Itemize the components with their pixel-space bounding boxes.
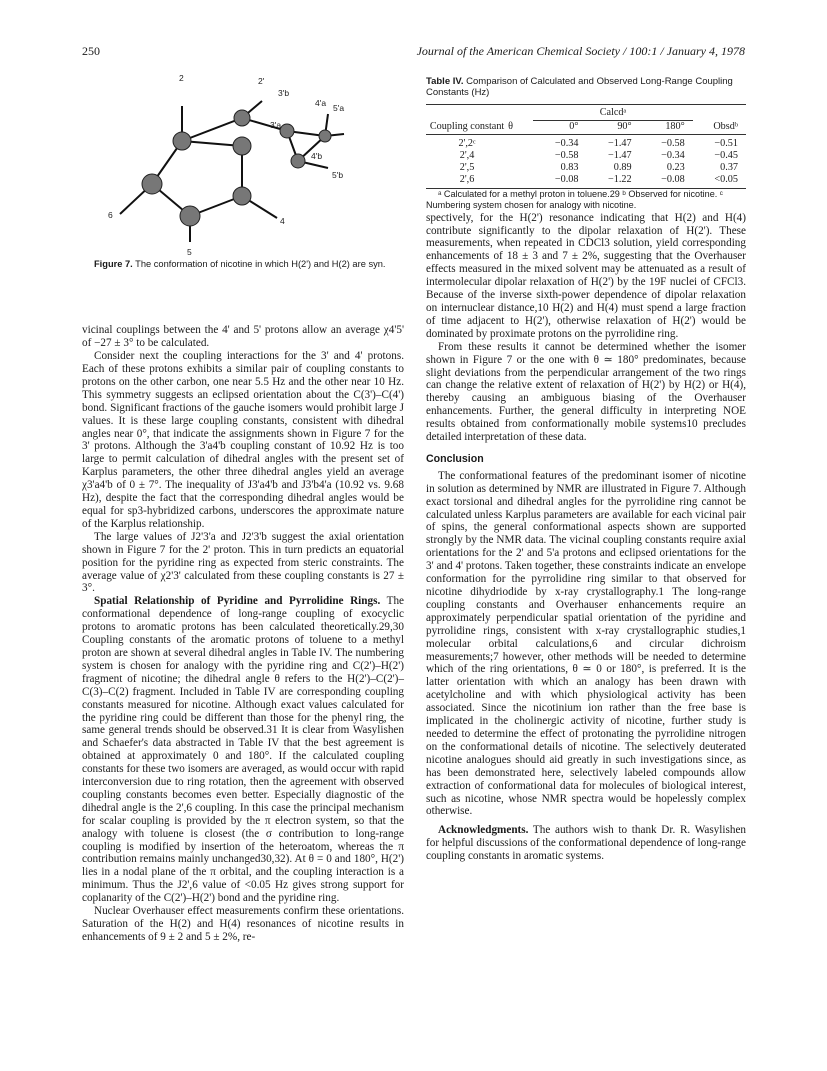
conclusion-heading: Conclusion — [426, 452, 484, 465]
table-row — [426, 162, 746, 174]
coupling-constants-table — [426, 104, 746, 189]
left-paragraph-5: Nuclear Overhauser effect measurements confirm these orientations. Saturation of the H(2) and H(4) resonances of nicotine results in enhancements of 9 ± 2 and 5 ± 2%, re- — [82, 905, 404, 943]
acknowledgments-text: The authors wish to thank Dr. R. Wasylishen for helpful discussions of the conformational dependence of long-range coupling constants in aromatic systems. — [426, 824, 746, 863]
table-cell: <0.05 — [693, 174, 746, 189]
table-row — [426, 134, 746, 150]
table-cell: −0.34 — [554, 137, 579, 149]
column-header: 180° — [640, 120, 693, 134]
right-column — [426, 66, 746, 863]
running-head: Journal of the American Chemical Society / 100:1 / January 4, 1978 — [416, 44, 745, 58]
label-4-prime-a: 4'a — [315, 98, 327, 108]
label-2-prime: 2' — [258, 76, 265, 86]
table-cell: −0.58 — [554, 149, 579, 161]
page-number: 250 — [82, 44, 100, 58]
table-footnote: ᵃ Calculated for a methyl proton in toluene.29 ᵇ Observed for nicotine. ᶜ Numbering system chosen for analogy with nicotine. — [426, 188, 724, 211]
table-cell: −1.22 — [586, 174, 639, 189]
label-5-prime-b: 5'b — [332, 170, 344, 180]
table-cell: 2',5 — [459, 161, 475, 173]
table-cell: 2',2ᶜ — [458, 137, 476, 149]
left-paragraph-4 — [82, 595, 404, 905]
right-paragraph-2: From these results it cannot be determined whether the isomer shown in Figure 7 or the one with θ ≃ 180° predominates, because slight deviations from the perpendicular arrangement of the two rings can change the relative extent of relaxation of H(2') by H(2) or H(4), thereby causing an ambiguous biasing of the Overhauser enhancements. Further, the general difficulty in interpreting NOE results obtained from conformationally mobile systems10 precludes detailed interpretation of these data. — [426, 340, 746, 444]
column-header: 0° — [533, 120, 586, 134]
table-cell: 2',4 — [459, 149, 475, 161]
label-3-prime-a: 3'a — [270, 120, 282, 130]
table-cell — [508, 174, 533, 189]
table-cell: −1.47 — [608, 149, 632, 161]
spatial-relationship-heading: Spatial Relationship of Pyridine and Pyrrolidine Rings. — [94, 595, 381, 608]
table-cell: 0.83 — [560, 161, 579, 173]
table-caption-label: Table IV. — [426, 76, 464, 87]
column-header: Coupling constant — [426, 120, 508, 134]
table-header-row-2 — [426, 120, 746, 134]
label-4-prime-b: 4'b — [311, 151, 323, 161]
table-cell: −0.34 — [661, 149, 685, 161]
table-row — [426, 150, 746, 162]
left-paragraph-1: vicinal couplings between the 4' and 5' protons allow an average χ4'5' of −27 ± 3° to be calculated. — [82, 324, 404, 350]
left-paragraph-3: The large values of J2'3'a and J2'3'b suggest the axial orientation shown in Figure 7 for the 2' proton. This in turn predicts an equatorial position for the pyridine ring as expected from steric constraints. The average value of χ2'3' calculated from these coupling constants is 27 ± 3°. — [82, 530, 404, 595]
atoms — [142, 110, 331, 226]
table-cell: 2',6 — [426, 174, 508, 189]
table-cell: −0.51 — [714, 137, 738, 149]
table-cell: 0.23 — [666, 161, 685, 173]
table-cell — [508, 150, 533, 162]
figure-caption-text: The conformation of nicotine in which H(2') and H(2) are syn. — [135, 258, 386, 269]
acknowledgments-heading: Acknowledgments. — [438, 824, 529, 837]
bonds — [120, 101, 344, 242]
column-header: θ — [508, 120, 533, 134]
table-cell: 0.89 — [613, 161, 632, 173]
page-header — [82, 44, 745, 62]
column-header: Obsdᵇ — [693, 120, 746, 134]
label-4: 4 — [280, 216, 285, 226]
calcd-header: Calcdᵃ — [533, 104, 692, 120]
figure-caption-label: Figure 7. — [94, 258, 133, 269]
table-cell — [508, 162, 533, 174]
figure-caption — [82, 259, 404, 270]
nicotine-model-drawing — [82, 66, 404, 242]
spatial-relationship-text: The conformational dependence of long-range coupling of exocyclic protons to aromatic protons has been calculated theoretically.29,30 Coupling constants of the aromatic protons of toluene to a methyl proton are shown at several dihedral angles in Table IV. The numbering system is chosen for analogy with the pyridine ring and C(2')–H(2') fragment of nicotine; the dihedral angle θ refers to the H(2')–C(2')–C(3)–C(2) fragment. Included in Table IV are corresponding coupling constants measured for nicotine. Although exact values calculated for the pyridine ring could be different than those for the phenyl ring, the same general trends should be observed.31 It is clear from Wasylishen and Schaefer's data abstracted in Table IV that the best agreement is obtained at approximately 0 and 180°. If the calculated coupling constants for these two isomers are averaged, as would occur with rapid interconversion due to ring rotation, then the agreement with observed coupling constants becomes even better. Especially diagnostic of the dihedral angle is the 2',6 coupling. In this case the principal mechanism for scalar coupling is provided by the π electron system, so that the analogy with toluene is closest (the σ contribution to long-range coupling is modified by insertion of the heteroatom, whereas the π contribution remains mainly unchanged30,32). At θ = 0 and 180°, H(2') lies in a nodal plane of the π orbital, and the coupling interaction is a minimum. Thus the J2',6 value of <0.05 Hz gives strong support for coplanarity of the C(2')–H(2') bond and the pyridine ring. — [82, 595, 404, 905]
left-column — [82, 66, 404, 944]
label-6: 6 — [108, 210, 113, 220]
left-paragraph-2: Consider next the coupling interactions for the 3' and 4' protons. Each of these protons exhibits a similar pair of coupling constants to protons on the other carbon, one near 5.5 Hz and the other near 10 Hz. This symmetry suggests an eclipsed orientation about the C(3')–C(4') bond. Significant fractions of the gauche isomers would prohibit large J values. It is these large coupling constants, consistent with dihedral angles near 0°, that indicate the assignments shown in Figure 7 for the 3' protons. Although the 3'a4'b coupling constant of 10.92 Hz is too large to permit calculation of dihedral angles with the present set of Karplus parameters, the other three dihedral angles yield an average χ3'a4'b of 0 ± 7°. The inequality of J3'a4'b and J3'b4'a (10.92 vs. 9.68 Hz), despite the fact that the corresponding dihedral angles would be equal for sp3-hybridized carbons, underscores the approximate nature of the Karplus relationship. — [82, 350, 404, 530]
table-cell: −0.58 — [661, 137, 685, 149]
label-2: 2 — [179, 73, 184, 83]
acknowledgments-paragraph — [426, 824, 746, 863]
right-paragraph-1: spectively, for the H(2') resonance indicating that H(2) and H(4) contribute significantly to the dipolar relaxation of H(2'). These measurements, when repeated in CDCl3 solution, yield corresponding enhancements of 18 ± 3 and 7 ± 2%, suggesting that the Overhauser effects measured in the mixed solvent may be attenuated as a result of intermolecular dipolar relaxation of H(2') by the 19F nuclei of CFCl3. Because of the inverse sixth-power dependence of dipolar relaxation on internuclear distance,10 H(2) and H(4) must spend a large fraction of time adjacent to H(2'), otherwise relaxation of H(2') would be dominated by proximate protons on the pyrrolidine ring. — [426, 211, 746, 340]
conclusion-paragraph: The conformational features of the predominant isomer of nicotine in solution as determined by NMR are illustrated in Figure 7. Although exact torsional and dihedral angles for the pyrrolidine ring cannot be calculated unless Karplus parameters are available for each vicinal pair of spins, the general conformational aspects shown are supported strongly by the NMR data. The vicinal coupling constants require axial orientations for the 2' and 5'a protons and eclipsed orientations for the 3' and 4' protons. Taken together, these constraints indicate an envelope conformation for the pyrrolidine ring similar to that observed for nicotine dihydriodide by x-ray crystallography.1 The long-range coupling constants and Overhauser enhancements require an approximately perpendicular spatial orientation of the pyridine and pyrrolidine rings, consistent with x-ray crystallographic studies,1 molecular orbital calculations,6 and circular dichroism measurements;7 however, other methods will be needed to determine which of the ring orientations, θ ≃ 0 or 180°, is preferred. It is the latter orientation with which an analogy has been drawn with acetylcholine and with which physiological activity has been associated. Since the nicotinium ion rather than the free base is implicated in the cholinergic activity of nicotine, further study is needed to determine the effect of protonating the pyrrolidine nitrogen on the conformational details of nicotine. The selectively deuterated nicotine analogues should aid greatly in such investigations since, as has been demonstrated here, selectively labeled compounds allow extraction of conformational data for molecules of biological interest, such as nicotine, whose NMR spectra would be hopelessly complex otherwise. — [426, 469, 746, 818]
table-caption-text: Comparison of Calculated and Observed Long-Range Coupling Constants (Hz) — [426, 76, 733, 99]
table-cell: −0.45 — [714, 149, 738, 161]
table-row — [426, 174, 746, 189]
column-header: 90° — [586, 120, 639, 134]
table-caption — [426, 76, 746, 99]
label-5: 5 — [187, 247, 192, 257]
table-cell: 0.37 — [720, 161, 738, 173]
table-cell — [508, 134, 533, 150]
label-5-prime-a: 5'a — [333, 103, 345, 113]
label-3-prime-b: 3'b — [278, 88, 290, 98]
table-header-row-1 — [426, 104, 746, 120]
column-gap — [82, 270, 404, 324]
table-cell: −1.47 — [608, 137, 632, 149]
table-cell: −0.08 — [640, 174, 693, 189]
figure-7-molecule — [82, 66, 404, 242]
table-cell: −0.08 — [533, 174, 586, 189]
